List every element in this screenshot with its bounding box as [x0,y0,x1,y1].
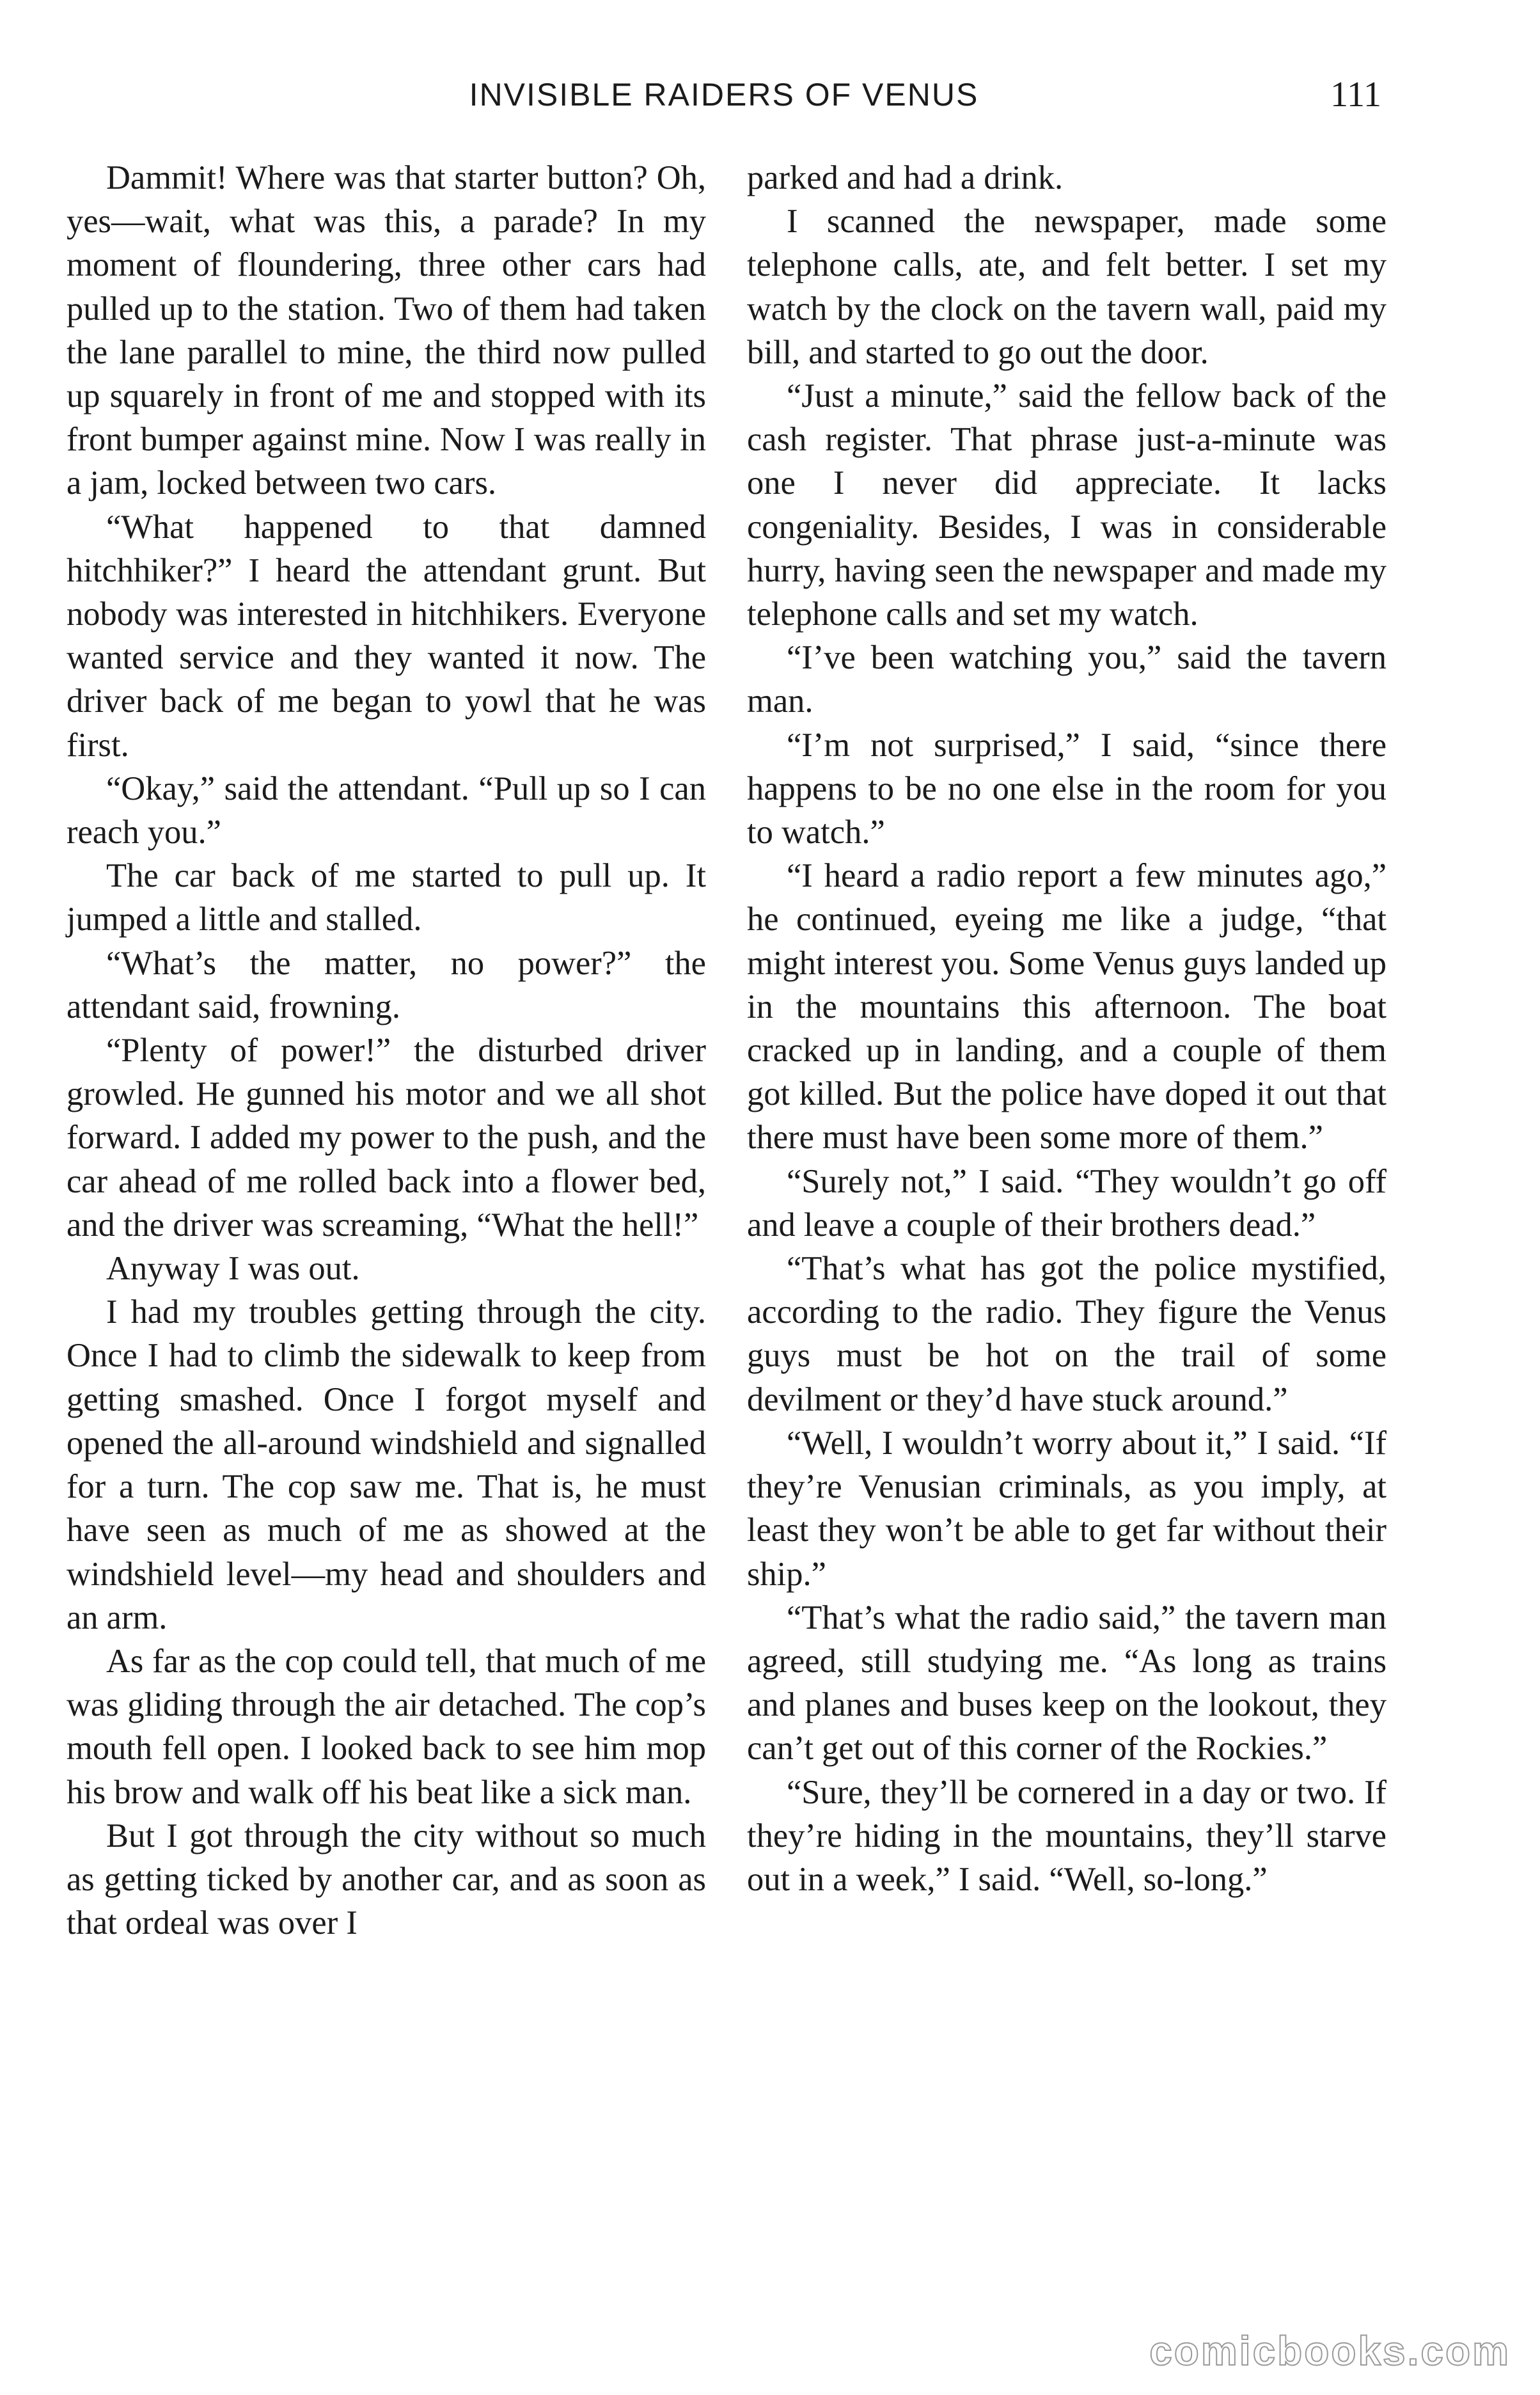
paragraph: As far as the cop could tell, that much of me was gliding through the air detached. The cop’s mouth fell open. I looked back to see him mop his brow and walk off his beat like a sick man. [67,1642,706,1811]
paragraph: “Okay,” said the attendant. “Pull up so I can reach you.” [67,770,706,851]
paragraph: “I’m not surprised,” I said, “since there happens to be no one else in the room for you to watch.” [747,726,1387,851]
running-title: INVISIBLE RAIDERS OF VENUS [469,77,979,113]
paragraph: Anyway I was out. [106,1250,360,1288]
paragraph: “Well, I wouldn’t worry about it,” I said. “If they’re Venusian criminals, as you imply, at least they won’t be able to get far without their ship.” [747,1424,1387,1593]
paragraph: I scanned the newspaper, made some telephone calls, ate, and felt better. I set my watch by the clock on the tavern wall, paid my bill, and started to go out the door. [747,203,1387,371]
paragraph: “That’s what the radio said,” the tavern man agreed, still studying me. “As long as trains and planes and buses keep on the lookout, they can’t get out of this corner of the Rockies.” [747,1599,1387,1767]
paragraph: But I got through the city without so much as getting ticked by another car, and as soon as that ordeal was over I [67,1817,706,1942]
paragraph: “Plenty of power!” the disturbed driver growled. He gunned his motor and we all shot forward. I added my power to the push, and the car ahead of me rolled back into a flower bed, and the driver was screaming, “What the hell!” [67,1032,706,1244]
right-column [747,156,1387,1901]
watermark: comicbooks.com [1149,2328,1511,2374]
paragraph: “What happened to that damned hitchhiker?” I heard the attendant grunt. But nobody was interested in hitchhikers. Everyone wanted service and they wanted it now. The driver back of me began to yowl that he was first. [67,508,706,764]
paragraph: “What’s the matter, no power?” the attendant said, frowning. [67,944,706,1025]
running-header [67,69,1381,120]
paragraph: I had my troubles getting through the city. Once I had to climb the sidewalk to keep from getting smashed. Once I forgot myself and opened the all-around windshield and signalled for a turn. The cop saw me. That is, he must have seen as much of me as showed at the windshield level—my head and shoulders and an arm. [67,1293,706,1636]
page-number: 111 [1330,75,1381,115]
paragraph: “Sure, they’ll be cornered in a day or two. If they’re hiding in the mountains, they’ll starve out in a week,” I said. “Well, so-long.” [747,1773,1387,1898]
paragraph: “Surely not,” I said. “They wouldn’t go off and leave a couple of their brothers dead.” [747,1162,1387,1244]
paragraph: “That’s what has got the police mystified, according to the radio. They figure the Venus guys must be hot on the trail of some devilment or they’d have stuck around.” [747,1250,1387,1418]
left-column [67,156,706,1945]
paragraph: Dammit! Where was that starter button? Oh, yes—wait, what was this, a parade? In my moment of floundering, three other cars had pulled up to the station. Two of them had taken the lane parallel to mine, the third now pulled up squarely in front of me and stopped with its front bumper against mine. Now I was really in a jam, locked between two cars. [67,159,706,502]
paragraph-continuation: parked and had a drink. [747,159,1064,196]
paragraph: “I heard a radio report a few minutes ago,” he continued, eyeing me like a judge, “that might interest you. Some Venus guys landed up in the mountains this afternoon. The boat cracked up in landing, and a couple of them got killed. But the police have doped it out that there must have been some more of them.” [747,857,1387,1157]
paragraph: The car back of me started to pull up. It jumped a little and stalled. [67,857,706,938]
paragraph: “Just a minute,” said the fellow back of the cash register. That phrase just-a-minute was one I never did appreciate. It lacks congeniality. Besides, I was in considerable hurry, having seen the newspaper and made my telephone calls and set my watch. [747,377,1387,633]
paragraph: “I’ve been watching you,” said the tavern man. [747,639,1387,720]
